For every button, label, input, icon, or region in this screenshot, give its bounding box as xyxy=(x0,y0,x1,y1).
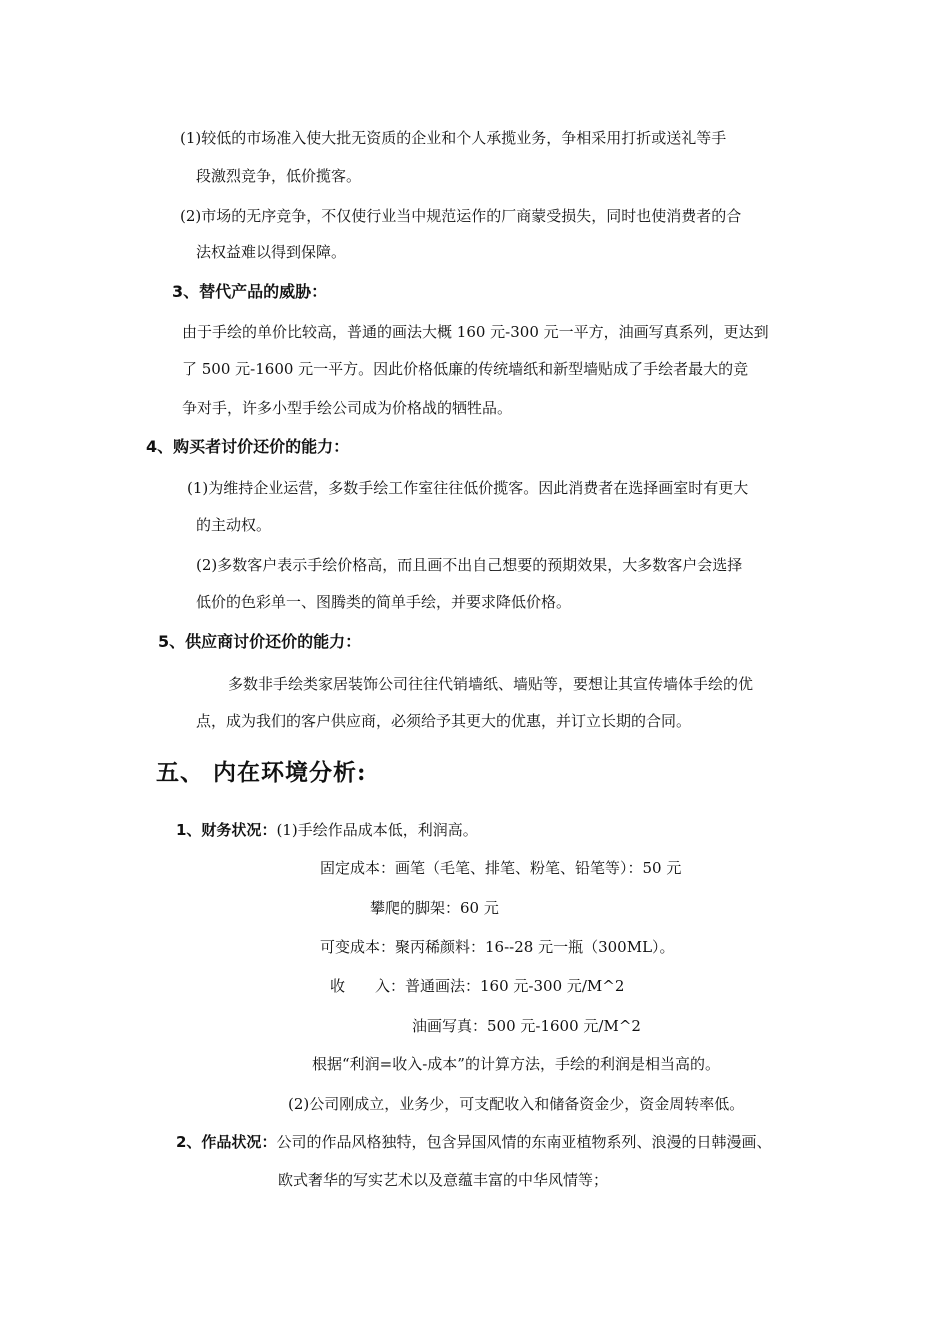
competition-paragraph-2-line-1: (2)市场的无序竞争，不仅使行业当中规范运作的厂商蒙受损失，同时也使消费者的合 xyxy=(180,207,742,225)
buyers-paragraph-1-line-1: (1)为维持企业运营，多数手绘工作室往往低价揽客。因此消费者在选择画室时有更大 xyxy=(187,479,749,497)
income-row xyxy=(330,976,624,996)
finance-label: 1、财务状况： xyxy=(176,821,277,839)
internal-environment-heading: 五、 内在环境分析: xyxy=(156,759,367,786)
competition-paragraph-1-line-2: 段激烈竞争，低价揽客。 xyxy=(196,167,362,185)
buyers-paragraph-1-line-2: 的主动权。 xyxy=(196,516,272,534)
scaffold-cost-line: 攀爬的脚架：60 元 xyxy=(370,899,499,917)
income-label: 收 入： xyxy=(330,977,406,995)
buyers-paragraph-2-line-1: (2)多数客户表示手绘价格高，而且画不出自己想要的预期效果，大多数客户会选择 xyxy=(196,556,743,574)
suppliers-line-2: 点，成为我们的客户供应商，必须给予其更大的优惠，并订立长期的合同。 xyxy=(196,712,692,730)
finance-row xyxy=(176,820,478,840)
profit-note: 根据“利润=收入-成本”的计算方法，手绘的利润是相当高的。 xyxy=(312,1055,720,1073)
substitutes-line-1: 由于手绘的单价比较高，普通的画法大概 160 元-300 元一平方，油画写真系列，更达到 xyxy=(182,323,769,341)
substitutes-heading: 3、替代产品的威胁： xyxy=(172,282,328,301)
finance-point-2: (2)公司刚成立，业务少，可支配收入和储备资金少，资金周转率低。 xyxy=(288,1095,745,1113)
substitutes-line-2: 了 500 元-1600 元一平方。因此价格低廉的传统墙纸和新型墙贴成了手绘者最大的竞 xyxy=(182,360,749,378)
works-line-1: 公司的作品风格独特，包含异国风情的东南亚植物系列、浪漫的日韩漫画、 xyxy=(276,1133,772,1151)
buyers-paragraph-2-line-2: 低价的色彩单一、图腾类的简单手绘，并要求降低价格。 xyxy=(196,593,572,611)
competition-paragraph-1-line-1: (1)较低的市场准入使大批无资质的企业和个人承揽业务，争相采用打折或送礼等手 xyxy=(180,129,727,147)
works-row xyxy=(176,1132,771,1152)
income-normal-price: 普通画法：160 元-300 元/M^2 xyxy=(405,977,625,995)
buyers-heading: 4、购买者讨价还价的能力： xyxy=(146,437,350,456)
suppliers-line-1: 多数非手绘类家居装饰公司往往代销墙纸、墙贴等，要想让其宣传墙体手绘的优 xyxy=(228,675,754,693)
variable-cost-line: 可变成本：聚丙稀颜料：16--28 元一瓶（300ML）。 xyxy=(320,938,675,956)
fixed-cost-line: 固定成本：画笔（毛笔、排笔、粉笔、铅笔等）：50 元 xyxy=(320,859,682,877)
finance-point-1: (1)手绘作品成本低，利润高。 xyxy=(276,821,478,839)
works-line-2: 欧式奢华的写实艺术以及意蕴丰富的中华风情等； xyxy=(278,1171,609,1189)
substitutes-line-3: 争对手，许多小型手绘公司成为价格战的牺牲品。 xyxy=(182,399,513,417)
competition-paragraph-2-line-2: 法权益难以得到保障。 xyxy=(196,243,347,261)
suppliers-heading: 5、供应商讨价还价的能力： xyxy=(158,632,362,651)
works-label: 2、作品状况： xyxy=(176,1133,277,1151)
income-oil-price: 油画写真：500 元-1600 元/M^2 xyxy=(412,1017,641,1035)
